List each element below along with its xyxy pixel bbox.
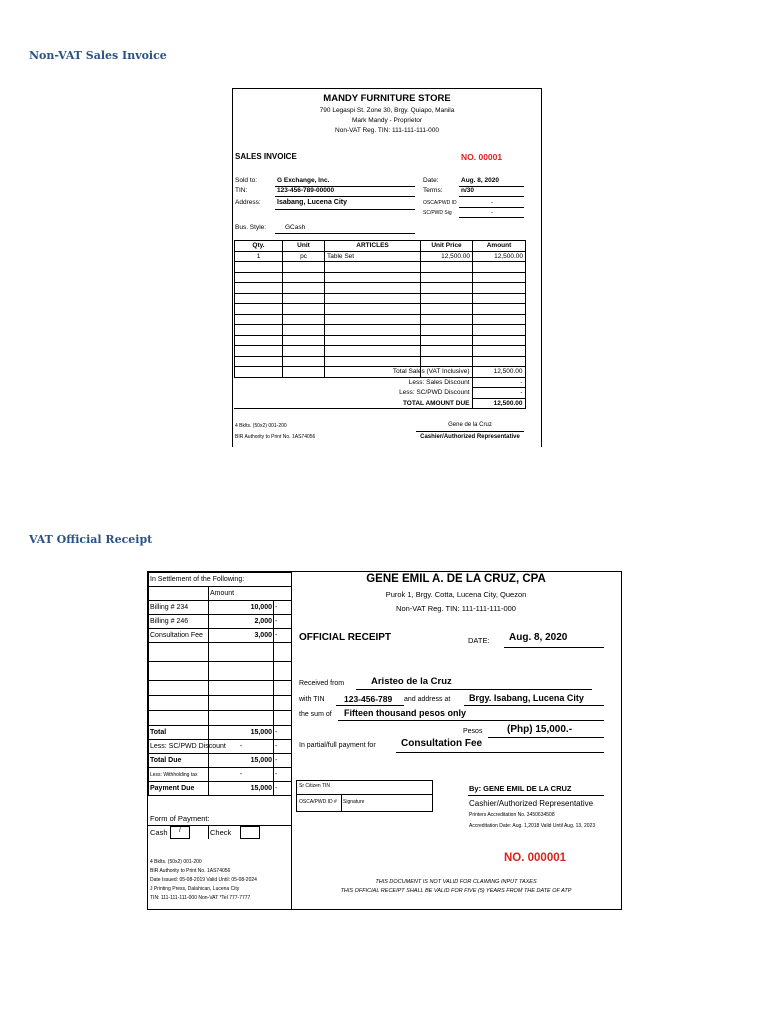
summary-amount: 15,000 <box>209 782 274 796</box>
issuer-address: Purok 1, Brgy. Cotta, Lucena City, Quezon <box>385 590 527 599</box>
list-item <box>149 629 292 643</box>
tin-label: TIN: <box>235 187 248 194</box>
osca-pwd-label: OSCA/PWD ID # <box>299 799 337 805</box>
vat-receipt-heading: VAT Official Receipt <box>29 533 153 546</box>
date-line <box>504 647 604 648</box>
invoice-signatory: Gene de la Cruz <box>448 422 492 428</box>
line-dash: - <box>274 615 292 629</box>
store-proprietor: Mark Mandy - Proprietor <box>351 117 423 124</box>
bus-style-line <box>275 233 415 234</box>
payment-divider <box>208 826 209 839</box>
table-row <box>235 262 526 273</box>
line-dash: - <box>274 629 292 643</box>
line-label: Billing # 234 <box>149 601 209 615</box>
sum-of-value: Fifteen thousand pesos only <box>344 708 467 718</box>
address-label: Address: <box>235 199 261 206</box>
sum-of-label: the sum of <box>299 711 332 718</box>
sold-to-label: Sold to: <box>235 177 258 184</box>
with-tin-label: with TIN <box>299 696 325 703</box>
summary-dash: - <box>274 782 292 796</box>
settlement-table <box>148 572 292 796</box>
col-amount: Amount <box>473 241 526 252</box>
pesos-line <box>488 737 604 738</box>
summary-total-due <box>149 754 292 768</box>
signatory-line <box>416 431 524 432</box>
form-of-payment-label: Form of Payment: <box>150 814 210 823</box>
summary-dash: - <box>274 768 292 782</box>
col-qty: Qty. <box>235 241 283 252</box>
receipt-date-label: DATE: <box>468 636 490 645</box>
terms-value: n/30 <box>461 187 475 194</box>
sr-citizen-divider <box>297 794 432 795</box>
total-sales-value: 12,500.00 <box>472 367 525 378</box>
pesos-label: Pesos <box>463 728 483 735</box>
line-amount: 2,000 <box>209 615 274 629</box>
receipt-number: NO. 000001 <box>504 852 567 864</box>
footer-line-5: TIN: 111-111-111-000 Non-VAT *Tel 777-7777 <box>150 895 251 901</box>
payment-for-line <box>396 752 604 753</box>
footer-line-1: 4 Bklts. (50x2) 001-200 <box>150 859 202 865</box>
footer-line-4: J Printing Press, Dalahican, Lucena City <box>150 886 240 892</box>
summary-payment-due <box>149 782 292 796</box>
osca-label: OSCA/PWD ID <box>423 200 457 206</box>
settlement-panel <box>148 572 292 909</box>
scpwd-discount-value: - <box>472 388 525 399</box>
table-row <box>235 346 526 357</box>
issuer-tin: Non-VAT Reg. TIN: 111-111-111-000 <box>396 604 516 613</box>
tin-line <box>275 196 415 197</box>
accreditation-date: Accreditation Date: Aug. 1,2018 Valid Until Aug. 13, 2023 <box>469 823 596 829</box>
osca-divider <box>341 794 342 811</box>
received-from-value: Aristeo de la Cruz <box>371 676 452 687</box>
item-unit: pc <box>283 251 325 262</box>
terms-line <box>459 196 524 197</box>
list-item <box>149 615 292 629</box>
printers-accreditation: Printers Accreditation No. 3450634508 <box>469 812 555 818</box>
table-row <box>235 356 526 367</box>
line-label: Billing # 246 <box>149 615 209 629</box>
by-label: By: GENE EMIL DE LA CRUZ <box>469 784 572 793</box>
pesos-value: (Php) 15,000.- <box>507 724 573 735</box>
line-amount: 10,000 <box>209 601 274 615</box>
store-address: 790 Legaspi St. Zone 30, Brgy. Quiapo, Manila <box>319 107 455 114</box>
scpwd-sig-label: SC/PWD Sig <box>423 210 452 216</box>
invoice-totals <box>234 366 526 409</box>
summary-label: Less: SC/PWD Discount <box>149 740 209 754</box>
table-row <box>235 304 526 315</box>
signature-label: Signature <box>343 799 365 805</box>
received-from-label: Received from <box>299 680 345 687</box>
tin-value: 123-456-789-00000 <box>277 187 335 194</box>
note-not-valid: THIS DOCUMENT IS NOT VALID FOR CLAIMING INPUT TAXES <box>375 879 537 885</box>
sales-discount-label: Less: Sales Discount <box>282 377 472 388</box>
total-sales-row <box>234 367 525 378</box>
scpwd-sig-line <box>459 217 524 218</box>
total-due-value: 12,500.00 <box>472 398 525 409</box>
col-unit: Unit <box>283 241 325 252</box>
bus-style-label: Bus. Style: <box>235 224 267 231</box>
address-at-label: and address at <box>404 696 451 703</box>
date-value: Aug. 8, 2020 <box>461 177 499 184</box>
line-label: Consultation Fee <box>149 629 209 643</box>
summary-label: Payment Due <box>149 782 209 796</box>
scpwd-sig-value: - <box>491 209 494 216</box>
summary-label: Less: Withholding tax <box>149 768 209 782</box>
settlement-header: In Settlement of the Following: <box>149 573 292 587</box>
sr-citizen-box <box>296 780 433 812</box>
total-due-row <box>234 398 525 409</box>
receipt-title: OFFICIAL RECEIPT <box>299 632 392 643</box>
summary-amount: - <box>209 768 274 782</box>
sales-discount-row <box>234 377 525 388</box>
item-amount: 12,500.00 <box>473 251 526 262</box>
check-checkbox[interactable] <box>240 826 260 839</box>
sales-discount-value: - <box>472 377 525 388</box>
store-tin: Non-VAT Reg. TIN: 111-111-111-000 <box>335 127 439 134</box>
table-row <box>235 335 526 346</box>
store-name: MANDY FURNITURE STORE <box>323 93 451 104</box>
non-vat-invoice-heading: Non-VAT Sales Invoice <box>29 49 167 62</box>
col-articles: ARTICLES <box>325 241 421 252</box>
summary-label: Total Due <box>149 754 209 768</box>
table-row <box>235 293 526 304</box>
table-row <box>235 325 526 336</box>
with-tin-value: 123-456-789 <box>344 694 393 704</box>
with-tin-line <box>336 705 404 706</box>
line-dash: - <box>274 601 292 615</box>
summary-total <box>149 726 292 740</box>
address-value: Isabang, Lucena City <box>277 199 348 206</box>
item-qty: 1 <box>235 251 283 262</box>
official-receipt <box>147 571 622 910</box>
summary-amount: 15,000 <box>209 726 274 740</box>
scpwd-discount-row <box>234 388 525 399</box>
total-due-label: TOTAL AMOUNT DUE <box>282 398 472 409</box>
summary-dash: - <box>274 740 292 754</box>
address-line <box>275 209 415 210</box>
summary-amount: 15,000 <box>209 754 274 768</box>
osca-line <box>459 207 524 208</box>
received-from-line <box>356 689 592 690</box>
table-header-row <box>235 241 526 252</box>
table-row <box>235 314 526 325</box>
note-validity: THIS OFFICIAL RECEIPT SHALL BE VALID FOR FIVE (5) YEARS FROM THE DATE OF ATP <box>340 888 572 894</box>
payment-for-label: In partial/full payment for <box>299 742 376 749</box>
payment-for-value: Consultation Fee <box>401 738 483 749</box>
invoice-footer-bir: BIR Authority to Print No. 1AS74056 <box>235 434 316 440</box>
footer-line-3: Date Issued: 05-08-2019 Valid Until: 05-08-2024 <box>150 877 257 883</box>
sr-citizen-tin-label: Sr Citizen TIN <box>299 783 331 789</box>
check-label: Check <box>210 828 232 837</box>
invoice-number: NO. 00001 <box>461 152 503 162</box>
summary-dash: - <box>274 754 292 768</box>
sold-to-value: G Exchange, Inc. <box>277 177 330 184</box>
cash-label: Cash <box>150 828 168 837</box>
sales-invoice <box>232 88 542 447</box>
by-line <box>468 795 604 796</box>
issuer-name: GENE EMIL A. DE LA CRUZ, CPA <box>366 573 546 585</box>
invoice-title: SALES INVOICE <box>235 152 297 161</box>
table-row <box>235 283 526 294</box>
footer-line-2: BIR Authority to Print No. 1AS74056 <box>150 868 231 874</box>
total-sales-label: Total Sales (VAT Inclusive) <box>282 367 472 378</box>
summary-amount: - <box>209 740 274 754</box>
bus-style-value: GCash <box>285 224 306 231</box>
osca-value: - <box>491 199 494 206</box>
scpwd-discount-label: Less: SC/PWD Discount <box>282 388 472 399</box>
terms-label: Terms: <box>423 187 443 194</box>
invoice-footer-bklts: 4 Bklts. (50x2) 001-200 <box>235 423 287 429</box>
col-unit-price: Unit Price <box>421 241 473 252</box>
summary-discount <box>149 740 292 754</box>
item-article: Table Set <box>325 251 421 262</box>
invoice-signatory-role: Cashier/Authorized Representative <box>420 434 520 440</box>
cash-checkbox[interactable]: / <box>170 826 190 839</box>
list-item <box>149 601 292 615</box>
amount-header: Amount <box>209 587 292 601</box>
cashier-role: Cashier/Authorized Representative <box>469 799 594 808</box>
line-amount: 3,000 <box>209 629 274 643</box>
sum-of-line <box>338 720 604 721</box>
summary-dash: - <box>274 726 292 740</box>
invoice-items-table <box>234 240 526 378</box>
address-at-value: Brgy. Isabang, Lucena City <box>469 693 584 703</box>
table-row <box>235 272 526 283</box>
address-at-line <box>464 705 604 706</box>
table-row <box>235 251 526 262</box>
receipt-date-value: Aug. 8, 2020 <box>509 632 568 643</box>
date-label: Date: <box>423 177 439 184</box>
item-unit-price: 12,500.00 <box>421 251 473 262</box>
summary-label: Total <box>149 726 209 740</box>
summary-withholding <box>149 768 292 782</box>
